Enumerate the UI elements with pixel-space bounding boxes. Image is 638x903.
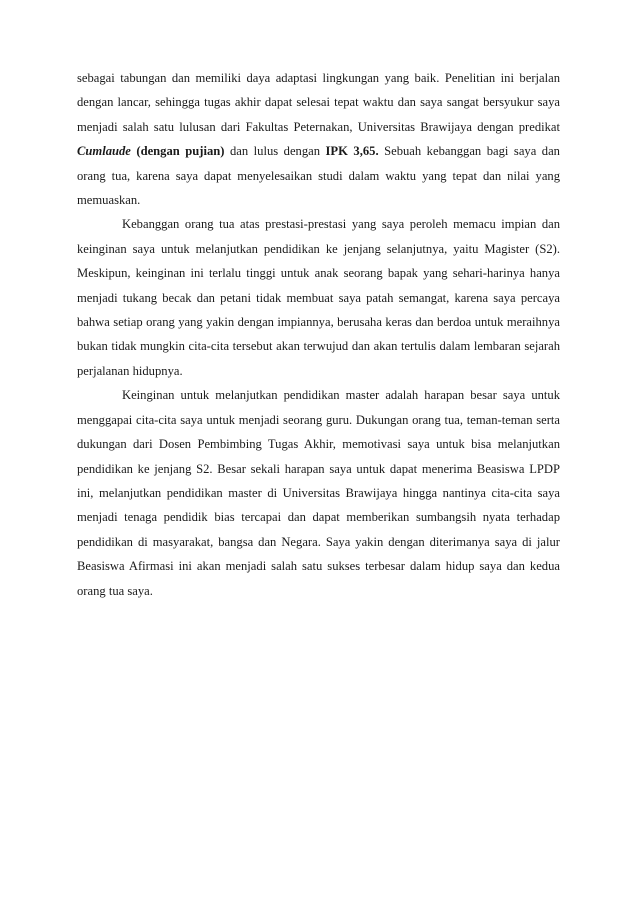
paragraph-1-text-c: Sebuah kebanggan bagi saya dan orang tua, karena saya dapat menyelesaikan studi dalam waktu yang tepat dan nilai yang memuaskan. — [77, 144, 560, 208]
paragraph-1-text-a: sebagai tabungan dan memiliki daya adaptasi lingkungan yang baik. Penelitian ini berjalan dengan lancar, sehingga tugas akhir dapat selesai tepat waktu dan saya sangat bersyukur saya menjadi salah satu lulusan dari Fakultas Peternakan, Universitas Brawijaya dengan predikat — [77, 71, 560, 134]
cumlaude-text: Cumlaude — [77, 144, 131, 159]
dengan-pujian-text: (dengan pujian) — [130, 144, 225, 159]
paragraph-2: Kebanggan orang tua atas prestasi-prestasi yang saya peroleh memacu impian dan keinginan saya untuk melanjutkan pendidikan ke jenjang selanjutnya, yaitu Magister (S2). Meskipun, keinginan ini terlalu tinggi untuk anak seorang bapak yang sehari-harinya hanya menjadi tukang becak dan petani tidak membuat saya patah semangat, karena saya percaya bahwa setiap orang yang yakin dengan impiannya, berusaha keras dan berdoa untuk meraihnya bukan tidak mungkin cita-cita tersebut akan terwujud dan akan tertulis dalam lembaran sejarah perjalanan hidupnya. — [77, 217, 560, 378]
paragraph-1-text-b: dan lulus dengan — [224, 144, 326, 159]
paragraph-3: Keinginan untuk melanjutkan pendidikan master adalah harapan besar saya untuk menggapai cita-cita saya untuk menjadi seorang guru. Dukungan orang tua, teman-teman serta dukungan dari Dosen Pembimbing Tugas Akhir, memotivasi saya untuk bisa melanjutkan pendidikan ke jenjang S2. Besar sekali harapan saya untuk dapat menerima Beasiswa LPDP ini, melanjutkan pendidikan master di Universitas Brawijaya hingga nantinya cita-cita saya menjadi tenaga pendidik bias tercapai dan dapat memberikan sumbangsih nyata terhadap pendidikan di masyarakat, bangsa dan Negara. Saya yakin dengan diterimanya saya di jalur Beasiswa Afirmasi ini akan menjadi salah satu sukses terbesar dalam hidup saya dan kedua orang tua saya. — [77, 388, 560, 598]
body-text — [77, 66, 560, 603]
paragraph-1 — [77, 66, 560, 212]
ipk-text: IPK 3,65. — [325, 144, 379, 159]
